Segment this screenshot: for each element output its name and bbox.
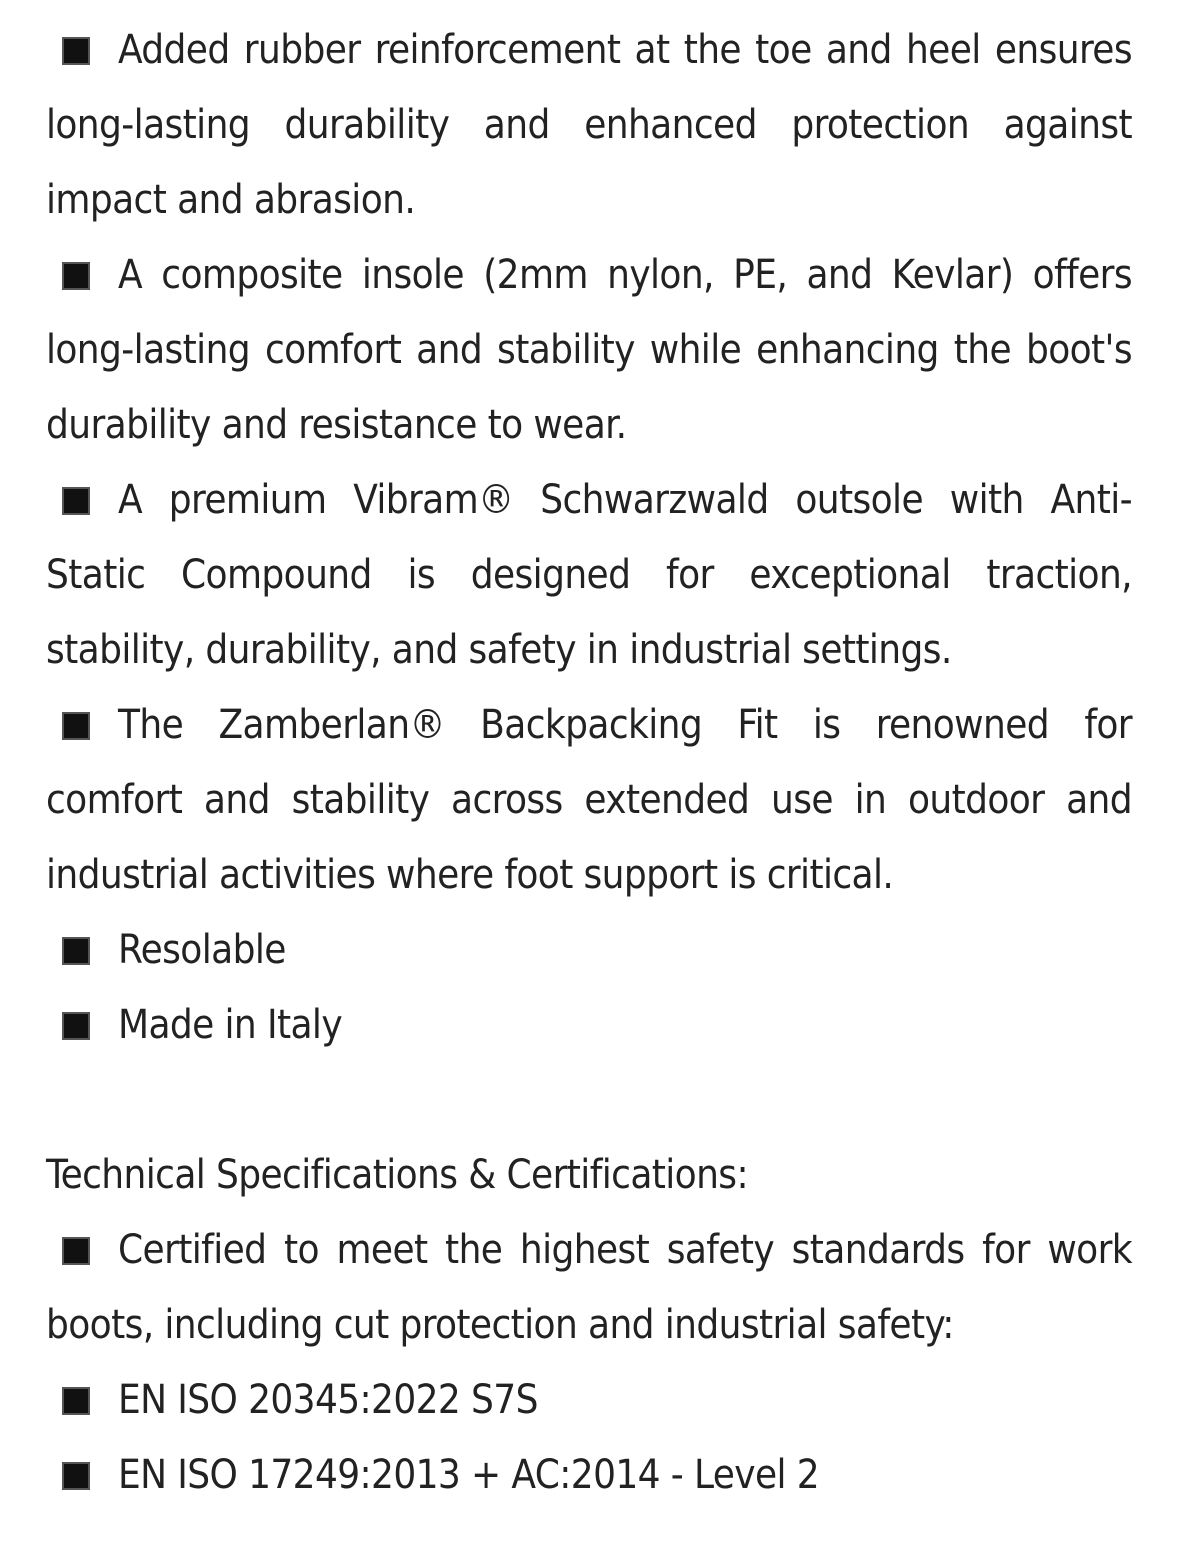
spec-text: Certified to meet the highest safety standards for work boots, including cut protection and industrial safety:	[46, 1227, 1132, 1348]
spec-item	[46, 1363, 1132, 1438]
feature-item	[46, 913, 1132, 988]
square-bullet-icon	[62, 487, 90, 515]
feature-text: Added rubber reinforcement at the toe and heel ensures long-lasting durability and enhanced protection against impact and abrasion.	[46, 27, 1132, 223]
square-bullet-icon	[62, 937, 90, 965]
feature-item	[46, 988, 1132, 1063]
specs-heading: Technical Specifications & Certifications:	[46, 1152, 748, 1198]
spec-text: EN ISO 20345:2022 S7S	[118, 1377, 538, 1423]
feature-text: Resolable	[118, 927, 286, 973]
feature-item	[46, 463, 1132, 688]
feature-text: Made in Italy	[118, 1002, 343, 1048]
section-spacer	[46, 1063, 1132, 1138]
product-description	[46, 13, 1132, 1513]
square-bullet-icon	[62, 262, 90, 290]
spec-item	[46, 1213, 1132, 1363]
feature-text: The Zamberlan® Backpacking Fit is renowned for comfort and stability across extended use in outdoor and industrial activities where foot support is critical.	[46, 702, 1132, 898]
spec-text: EN ISO 17249:2013 + AC:2014 - Level 2	[118, 1452, 820, 1498]
square-bullet-icon	[62, 1462, 90, 1490]
feature-text: A composite insole (2mm nylon, PE, and Kevlar) offers long-lasting comfort and stability while enhancing the boot's durability and resistance to wear.	[46, 252, 1132, 448]
feature-item	[46, 238, 1132, 463]
square-bullet-icon	[62, 712, 90, 740]
feature-text: A premium Vibram® Schwarzwald outsole with Anti-Static Compound is designed for exceptional traction, stability, durability, and safety in industrial settings.	[46, 477, 1132, 673]
spec-item	[46, 1438, 1132, 1513]
square-bullet-icon	[62, 1012, 90, 1040]
square-bullet-icon	[62, 1387, 90, 1415]
square-bullet-icon	[62, 1237, 90, 1265]
square-bullet-icon	[62, 37, 90, 65]
feature-item	[46, 688, 1132, 913]
feature-item	[46, 13, 1132, 238]
